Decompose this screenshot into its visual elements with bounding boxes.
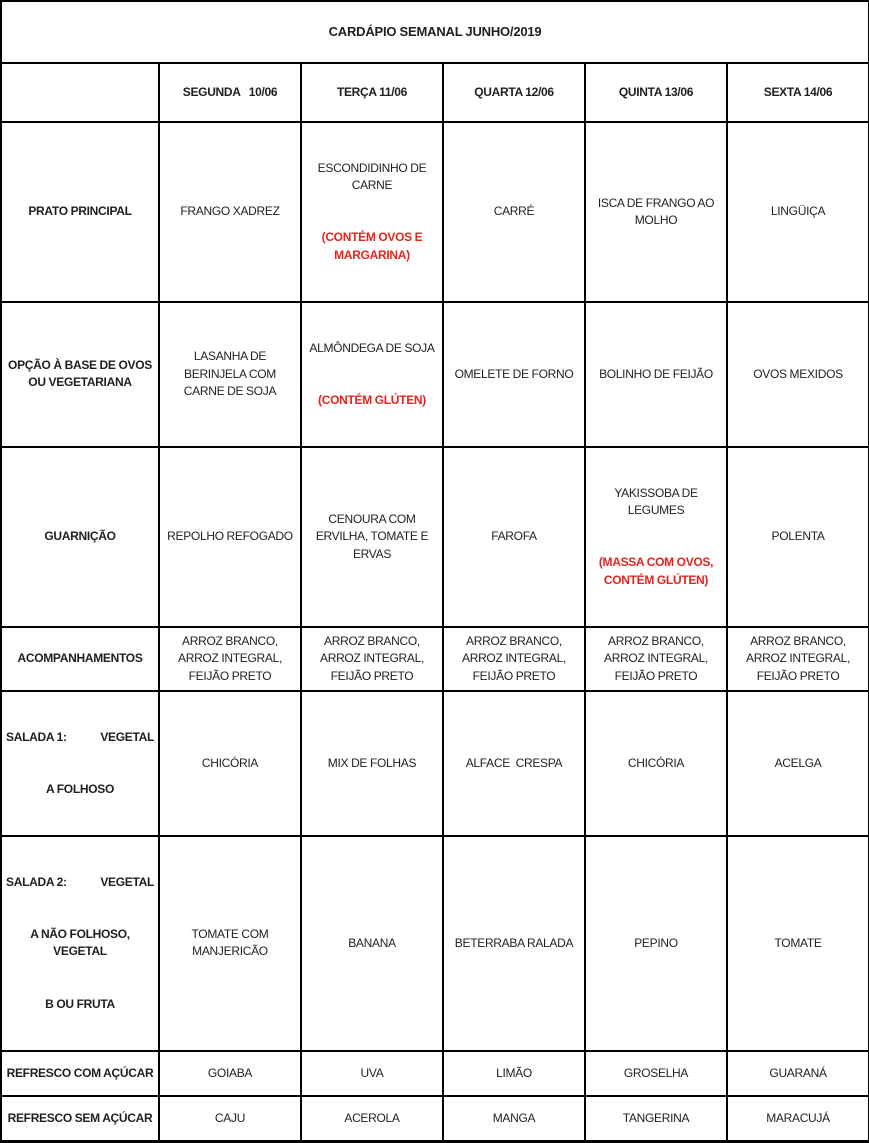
row-refresco-com-acucar <box>1 1051 869 1096</box>
menu-cell <box>727 627 869 691</box>
allergen-note: (CONTÉM GLÚTEN) <box>318 392 426 407</box>
menu-cell <box>443 627 585 691</box>
day-header-row <box>1 63 869 122</box>
salada-1-label-line-1 <box>4 729 156 746</box>
row-label-salada-1 <box>1 691 159 836</box>
row-label-refresco-com-acucar: REFRESCO COM AÇÚCAR <box>1 1051 159 1096</box>
row-prato-principal <box>1 122 869 302</box>
dish-text: GUARANÁ <box>769 1065 827 1080</box>
menu-cell <box>443 1096 585 1142</box>
menu-cell <box>443 836 585 1051</box>
salada-2-label-line-3: B OU FRUTA <box>45 996 115 1011</box>
menu-cell <box>159 447 301 627</box>
menu-cell <box>159 122 301 302</box>
allergen-note: (CONTÉM OVOS E MARGARINA) <box>321 230 426 262</box>
dish-text: CHICÓRIA <box>201 755 259 770</box>
menu-cell <box>443 1051 585 1096</box>
dish-text: MIX DE FOLHAS <box>327 755 417 770</box>
salada-1-label-right: VEGETAL <box>100 729 154 744</box>
row-refresco-sem-acucar <box>1 1096 869 1142</box>
menu-cell <box>443 691 585 836</box>
day-header-quinta: QUINTA 13/06 <box>585 63 727 122</box>
dish-text: ACELGA <box>774 755 822 770</box>
dish-text: LINGÜIÇA <box>770 204 826 219</box>
menu-cell <box>301 302 443 447</box>
menu-cell <box>727 691 869 836</box>
dish-text: LASANHA DE BERINJELA COM CARNE DE SOJA <box>183 349 279 399</box>
dish-text: MARACUJÁ <box>766 1110 830 1125</box>
dish-text: ARROZ BRANCO, ARROZ INTEGRAL, FEIJÃO PRETO <box>604 633 711 683</box>
menu-cell <box>443 122 585 302</box>
day-header-quarta: QUARTA 12/06 <box>443 63 585 122</box>
corner-cell <box>1 63 159 122</box>
menu-cell <box>301 122 443 302</box>
menu-cell <box>727 1096 869 1142</box>
row-opcao-ovos-vegetariana <box>1 302 869 447</box>
dish-text: ISCA DE FRANGO AO MOLHO <box>597 195 717 227</box>
menu-cell <box>727 302 869 447</box>
menu-cell <box>159 1096 301 1142</box>
dish-text: ARROZ BRANCO, ARROZ INTEGRAL, FEIJÃO PRETO <box>746 633 853 683</box>
menu-cell <box>585 836 727 1051</box>
dish-text: TANGERINA <box>622 1110 690 1125</box>
day-header-sexta: SEXTA 14/06 <box>727 63 869 122</box>
row-acompanhamentos <box>1 627 869 691</box>
menu-cell <box>585 302 727 447</box>
menu-cell <box>443 302 585 447</box>
menu-cell <box>585 691 727 836</box>
day-header-terca: TERÇA 11/06 <box>301 63 443 122</box>
row-guarnicao <box>1 447 869 627</box>
dish-text: ALFACE CRESPA <box>465 755 563 770</box>
dish-text: OMELETE DE FORNO <box>454 366 574 381</box>
menu-cell <box>443 447 585 627</box>
dish-text: BETERRABA RALADA <box>454 935 574 950</box>
dish-text: FRANGO XADREZ <box>180 204 280 219</box>
salada-2-label-left: SALADA 2: <box>6 874 67 889</box>
dish-text: TOMATE COM MANJERICÃO <box>191 927 272 959</box>
dish-text: CHICÓRIA <box>627 755 685 770</box>
salada-1-label-left: SALADA 1: <box>6 729 67 744</box>
row-label-opcao-ovos-vegetariana: OPÇÃO À BASE DE OVOS OU VEGETARIANA <box>1 302 159 447</box>
row-label-salada-2 <box>1 836 159 1051</box>
salada-1-label-line-2: A FOLHOSO <box>46 781 114 796</box>
menu-cell <box>301 1051 443 1096</box>
dish-text: ACEROLA <box>344 1110 400 1125</box>
salada-2-label-line-1 <box>4 874 156 891</box>
dish-text: ARROZ BRANCO, ARROZ INTEGRAL, FEIJÃO PRETO <box>320 633 427 683</box>
dish-text: BANANA <box>348 935 396 950</box>
menu-cell <box>585 1051 727 1096</box>
menu-cell <box>159 302 301 447</box>
dish-text: GROSELHA <box>623 1065 689 1080</box>
menu-cell <box>159 1051 301 1096</box>
title-row <box>1 1 869 63</box>
menu-cell <box>301 691 443 836</box>
menu-cell <box>727 836 869 1051</box>
dish-text: MANGA <box>492 1110 536 1125</box>
menu-cell <box>301 1096 443 1142</box>
salada-2-label-line-2: A NÃO FOLHOSO, VEGETAL <box>30 927 133 959</box>
menu-cell <box>159 627 301 691</box>
row-label-guarnicao: GUARNIÇÃO <box>1 447 159 627</box>
dish-text: FAROFA <box>491 529 537 544</box>
dish-text: ESCONDIDINHO DE CARNE <box>317 160 430 193</box>
dish-text: LIMÃO <box>496 1065 532 1080</box>
dish-text: CARRÉ <box>493 204 535 219</box>
row-salada-1 <box>1 691 869 836</box>
menu-cell <box>301 447 443 627</box>
dish-text: TOMATE <box>774 935 822 950</box>
menu-cell <box>727 447 869 627</box>
menu-cell <box>585 1096 727 1142</box>
dish-text: YAKISSOBA DE LEGUMES <box>614 485 701 518</box>
dish-text: ALMÔNDEGA DE SOJA <box>309 340 435 355</box>
menu-cell <box>585 627 727 691</box>
dish-text: GOIABA <box>207 1065 253 1080</box>
dish-text: CAJU <box>214 1110 246 1125</box>
menu-cell <box>727 1051 869 1096</box>
menu-cell <box>585 122 727 302</box>
row-label-acompanhamentos: ACOMPANHAMENTOS <box>1 627 159 691</box>
row-salada-2 <box>1 836 869 1051</box>
menu-cell <box>585 447 727 627</box>
dish-text: POLENTA <box>771 529 825 544</box>
menu-cell <box>159 691 301 836</box>
day-header-segunda: SEGUNDA 10/06 <box>159 63 301 122</box>
menu-cell <box>159 836 301 1051</box>
row-label-refresco-sem-acucar: REFRESCO SEM AÇÚCAR <box>1 1096 159 1142</box>
dish-text: ARROZ BRANCO, ARROZ INTEGRAL, FEIJÃO PRETO <box>178 633 285 683</box>
allergen-note: (MASSA COM OVOS, CONTÉM GLÚTEN) <box>598 555 717 587</box>
salada-2-label-right: VEGETAL <box>100 874 154 889</box>
row-label-prato-principal: PRATO PRINCIPAL <box>1 122 159 302</box>
dish-text: UVA <box>360 1065 384 1080</box>
menu-cell <box>301 836 443 1051</box>
menu-cell <box>727 122 869 302</box>
dish-text: OVOS MEXIDOS <box>753 366 843 381</box>
dish-text: BOLINHO DE FEIJÃO <box>599 366 713 381</box>
menu-cell <box>301 627 443 691</box>
dish-text: CENOURA COM ERVILHA, TOMATE E ERVAS <box>315 511 431 561</box>
dish-text: REPOLHO REFOGADO <box>167 529 293 544</box>
dish-text: ARROZ BRANCO, ARROZ INTEGRAL, FEIJÃO PRETO <box>462 633 569 683</box>
dish-text: PEPINO <box>634 935 678 950</box>
menu-title: CARDÁPIO SEMANAL JUNHO/2019 <box>1 1 869 63</box>
